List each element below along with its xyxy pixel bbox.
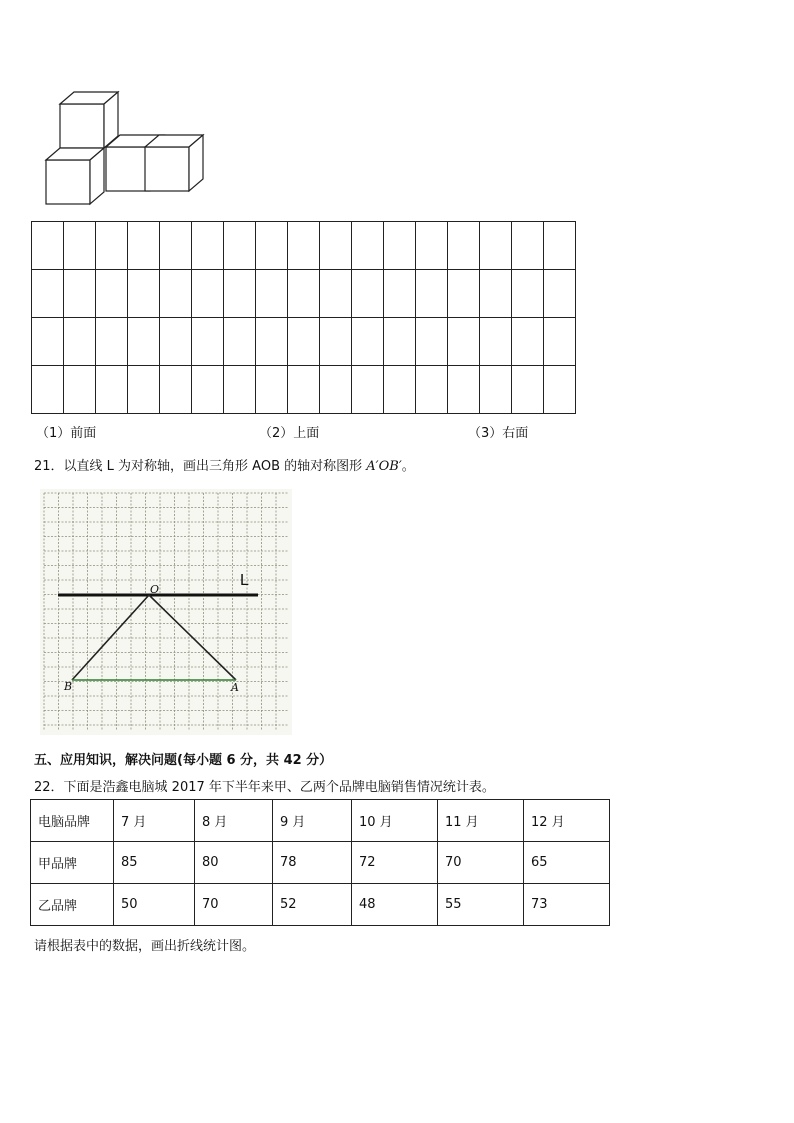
- grid-cell[interactable]: [160, 366, 192, 414]
- grid-cell[interactable]: [416, 318, 448, 366]
- grid-cell[interactable]: [512, 366, 544, 414]
- grid-cell[interactable]: [256, 366, 288, 414]
- grid-cell[interactable]: [480, 318, 512, 366]
- header-cell: 11 月: [438, 800, 524, 842]
- question-22-instruction: 请根据表中的数据，画出折线统计图。: [34, 939, 256, 954]
- header-cell: 7 月: [114, 800, 195, 842]
- top-view-label: （2）上面: [259, 426, 320, 441]
- grid-cell[interactable]: [96, 366, 128, 414]
- grid-cell[interactable]: [384, 222, 416, 270]
- grid-cell[interactable]: [96, 270, 128, 318]
- grid-cell[interactable]: [384, 270, 416, 318]
- header-cell: 12 月: [524, 800, 610, 842]
- grid-cell[interactable]: [352, 318, 384, 366]
- grid-cell[interactable]: [544, 270, 576, 318]
- table-cell: 85: [114, 842, 195, 884]
- grid-cell[interactable]: [512, 318, 544, 366]
- grid-cell[interactable]: [64, 366, 96, 414]
- table-cell: 50: [114, 884, 195, 926]
- grid-cell[interactable]: [448, 270, 480, 318]
- grid-cell[interactable]: [448, 366, 480, 414]
- right-view-label: （3）右面: [468, 426, 529, 441]
- point-a-label: A: [231, 681, 239, 694]
- grid-row: [32, 366, 576, 414]
- grid-cell[interactable]: [480, 366, 512, 414]
- question-21: [34, 455, 415, 474]
- point-b-label: B: [64, 680, 73, 693]
- grid-cell[interactable]: [64, 222, 96, 270]
- grid-cell[interactable]: [160, 270, 192, 318]
- question-22-text: 22．下面是浩鑫电脑城 2017 年下半年来甲、乙两个品牌电脑销售情况统计表。: [34, 780, 495, 795]
- table-header-row: [31, 800, 610, 842]
- grid-cell[interactable]: [128, 270, 160, 318]
- grid-cell[interactable]: [224, 318, 256, 366]
- grid-cell[interactable]: [256, 270, 288, 318]
- grid-cell[interactable]: [160, 318, 192, 366]
- point-o-label: O: [150, 583, 160, 596]
- grid-cell[interactable]: [384, 318, 416, 366]
- grid-cell[interactable]: [256, 222, 288, 270]
- grid-cell[interactable]: [384, 366, 416, 414]
- table-cell: 65: [524, 842, 610, 884]
- grid-cell[interactable]: [352, 222, 384, 270]
- table-cell: 70: [195, 884, 273, 926]
- grid-cell[interactable]: [32, 270, 64, 318]
- section-5-heading: 五、应用知识，解决问题(每小题 6 分，共 42 分）: [34, 753, 333, 768]
- grid-cell[interactable]: [480, 270, 512, 318]
- header-cell: 8 月: [195, 800, 273, 842]
- grid-cell[interactable]: [320, 366, 352, 414]
- grid-row: [32, 270, 576, 318]
- grid-cell[interactable]: [512, 222, 544, 270]
- table-row: [31, 842, 610, 884]
- drawing-grid[interactable]: [31, 221, 576, 414]
- grid-cell[interactable]: [32, 318, 64, 366]
- grid-row: [32, 318, 576, 366]
- header-cell: 电脑品牌: [31, 800, 114, 842]
- grid-cell[interactable]: [128, 318, 160, 366]
- grid-cell[interactable]: [416, 222, 448, 270]
- grid-cell[interactable]: [32, 366, 64, 414]
- grid-row: [32, 222, 576, 270]
- grid-cell[interactable]: [544, 366, 576, 414]
- grid-cell[interactable]: [320, 270, 352, 318]
- grid-cell[interactable]: [416, 270, 448, 318]
- grid-cell[interactable]: [416, 366, 448, 414]
- grid-cell[interactable]: [448, 222, 480, 270]
- grid-cell[interactable]: [128, 222, 160, 270]
- question-21-text: 21．以直线 L 为对称轴，画出三角形 AOB 的轴对称图形: [34, 459, 367, 474]
- table-cell: 78: [273, 842, 352, 884]
- header-cell: 9 月: [273, 800, 352, 842]
- grid-cell[interactable]: [192, 366, 224, 414]
- symmetry-grid-figure: [40, 489, 292, 735]
- grid-cell[interactable]: [256, 318, 288, 366]
- grid-cell[interactable]: [224, 366, 256, 414]
- grid-cell[interactable]: [192, 222, 224, 270]
- figure-name: A′OB′: [366, 459, 402, 474]
- table-cell: 52: [273, 884, 352, 926]
- table-cell: 甲品牌: [31, 842, 114, 884]
- table-cell: 乙品牌: [31, 884, 114, 926]
- table-cell: 80: [195, 842, 273, 884]
- front-view-label: （1）前面: [36, 426, 97, 441]
- grid-cell[interactable]: [192, 270, 224, 318]
- grid-cell[interactable]: [480, 222, 512, 270]
- grid-cell[interactable]: [64, 318, 96, 366]
- grid-cell[interactable]: [96, 318, 128, 366]
- axis-label-l: L: [240, 572, 249, 589]
- grid-cell[interactable]: [544, 222, 576, 270]
- grid-cell[interactable]: [288, 366, 320, 414]
- table-row: [31, 884, 610, 926]
- question-21-suffix: 。: [401, 459, 415, 474]
- grid-cell[interactable]: [288, 222, 320, 270]
- grid-cell[interactable]: [192, 318, 224, 366]
- grid-cell[interactable]: [128, 366, 160, 414]
- grid-cell[interactable]: [96, 222, 128, 270]
- table-cell: 70: [438, 842, 524, 884]
- table-cell: 72: [352, 842, 438, 884]
- grid-cell[interactable]: [544, 318, 576, 366]
- grid-cell[interactable]: [320, 318, 352, 366]
- table-cell: 73: [524, 884, 610, 926]
- grid-cell[interactable]: [352, 366, 384, 414]
- grid-cell[interactable]: [160, 222, 192, 270]
- grid-cell[interactable]: [288, 270, 320, 318]
- sales-table: [30, 799, 610, 926]
- grid-cell[interactable]: [32, 222, 64, 270]
- grid-cell[interactable]: [288, 318, 320, 366]
- grid-cell[interactable]: [224, 270, 256, 318]
- grid-cell[interactable]: [352, 270, 384, 318]
- grid-cell[interactable]: [512, 270, 544, 318]
- cube-stack-figure: [44, 90, 209, 208]
- grid-cell[interactable]: [320, 222, 352, 270]
- grid-cell[interactable]: [64, 270, 96, 318]
- grid-cell[interactable]: [448, 318, 480, 366]
- table-cell: 55: [438, 884, 524, 926]
- grid-cell[interactable]: [224, 222, 256, 270]
- header-cell: 10 月: [352, 800, 438, 842]
- table-cell: 48: [352, 884, 438, 926]
